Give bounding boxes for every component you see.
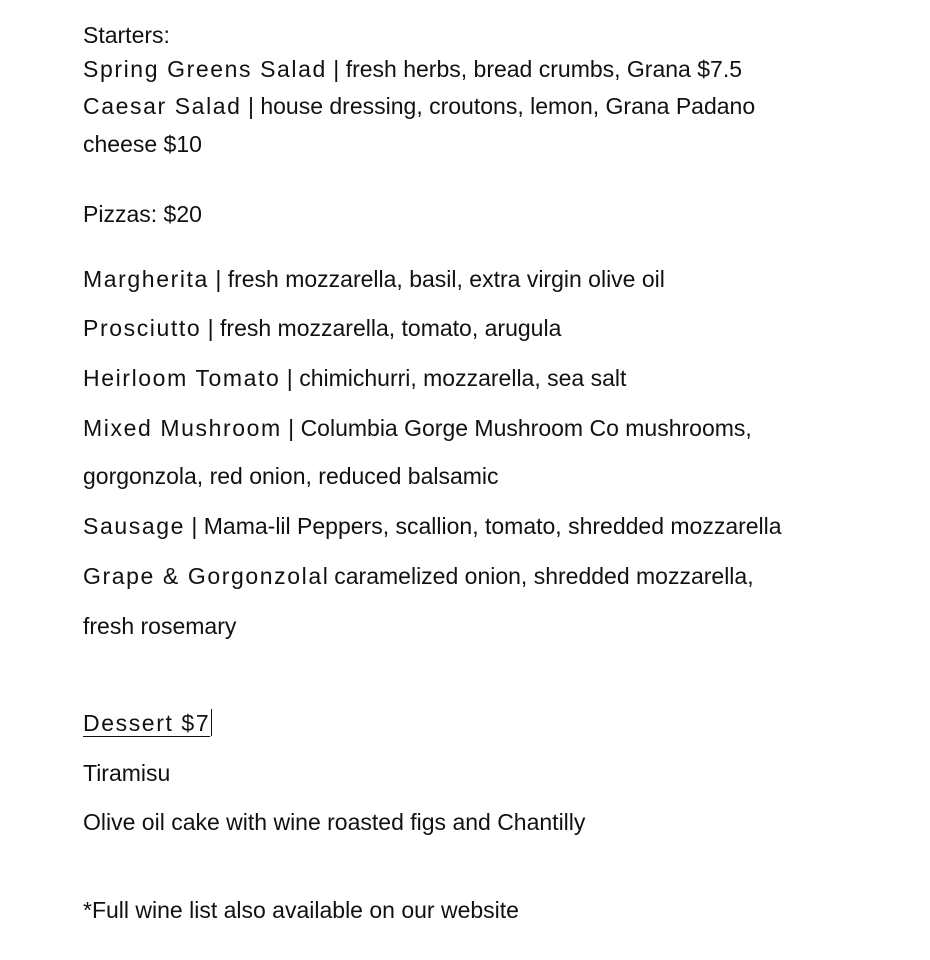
dish-separator: | (280, 365, 300, 391)
dish-name: Grape & Gorgonzola (83, 563, 323, 589)
dish-separator: | (326, 56, 346, 82)
dessert-item-tiramisu: Tiramisu (83, 760, 171, 786)
menu-item-mixed-mushroom (83, 414, 752, 442)
dish-name: Prosciutto (83, 315, 202, 341)
dish-description: fresh mozzarella, tomato, arugula (220, 315, 562, 341)
dish-name: Sausage (83, 513, 185, 539)
dish-description-continued: cheese $10 (83, 131, 202, 157)
menu-item-grape-gorgonzola (83, 562, 754, 590)
dessert-item-olive-oil-cake: Olive oil cake with wine roasted figs and Chantilly (83, 809, 586, 835)
dessert-heading: Dessert $7 (83, 710, 211, 736)
dish-name: Caesar Salad (83, 93, 242, 119)
menu-item-sausage (83, 512, 782, 540)
dish-name: Margherita (83, 266, 209, 292)
dish-description: fresh herbs, bread crumbs, Grana $7.5 (345, 56, 742, 82)
dish-name: Mixed Mushroom (83, 415, 282, 441)
dish-description: chimichurri, mozzarella, sea salt (299, 365, 627, 391)
dish-separator: | (185, 513, 204, 539)
dessert-heading-line (83, 709, 212, 737)
dish-description: house dressing, croutons, lemon, Grana Padano (260, 93, 756, 119)
dish-description-continued: fresh rosemary (83, 613, 237, 639)
menu-item-spring-greens-salad (83, 55, 742, 83)
dish-name: Heirloom Tomato (83, 365, 281, 391)
dish-separator: l (322, 563, 335, 589)
dish-description: Columbia Gorge Mushroom Co mushrooms, (300, 415, 752, 441)
menu-item-margherita (83, 265, 665, 293)
text-cursor (211, 709, 212, 736)
menu-item-heirloom-tomato (83, 364, 626, 392)
dish-separator: | (281, 415, 301, 441)
starters-heading: Starters: (83, 22, 170, 48)
menu-item-caesar-salad (83, 92, 755, 120)
dish-name: Spring Greens Salad (83, 56, 327, 82)
wine-list-footnote: *Full wine list also available on our website (83, 897, 519, 923)
dish-description: Mama-lil Peppers, scallion, tomato, shredded mozzarella (203, 513, 782, 539)
dish-separator: | (241, 93, 261, 119)
dish-description: caramelized onion, shredded mozzarella, (334, 563, 754, 589)
dish-description-continued: gorgonzola, red onion, reduced balsamic (83, 463, 499, 489)
pizzas-heading: Pizzas: $20 (83, 201, 202, 227)
dish-separator: | (201, 315, 221, 341)
dish-description: fresh mozzarella, basil, extra virgin olive oil (227, 266, 665, 292)
dish-separator: | (208, 266, 228, 292)
menu-item-prosciutto (83, 314, 561, 342)
